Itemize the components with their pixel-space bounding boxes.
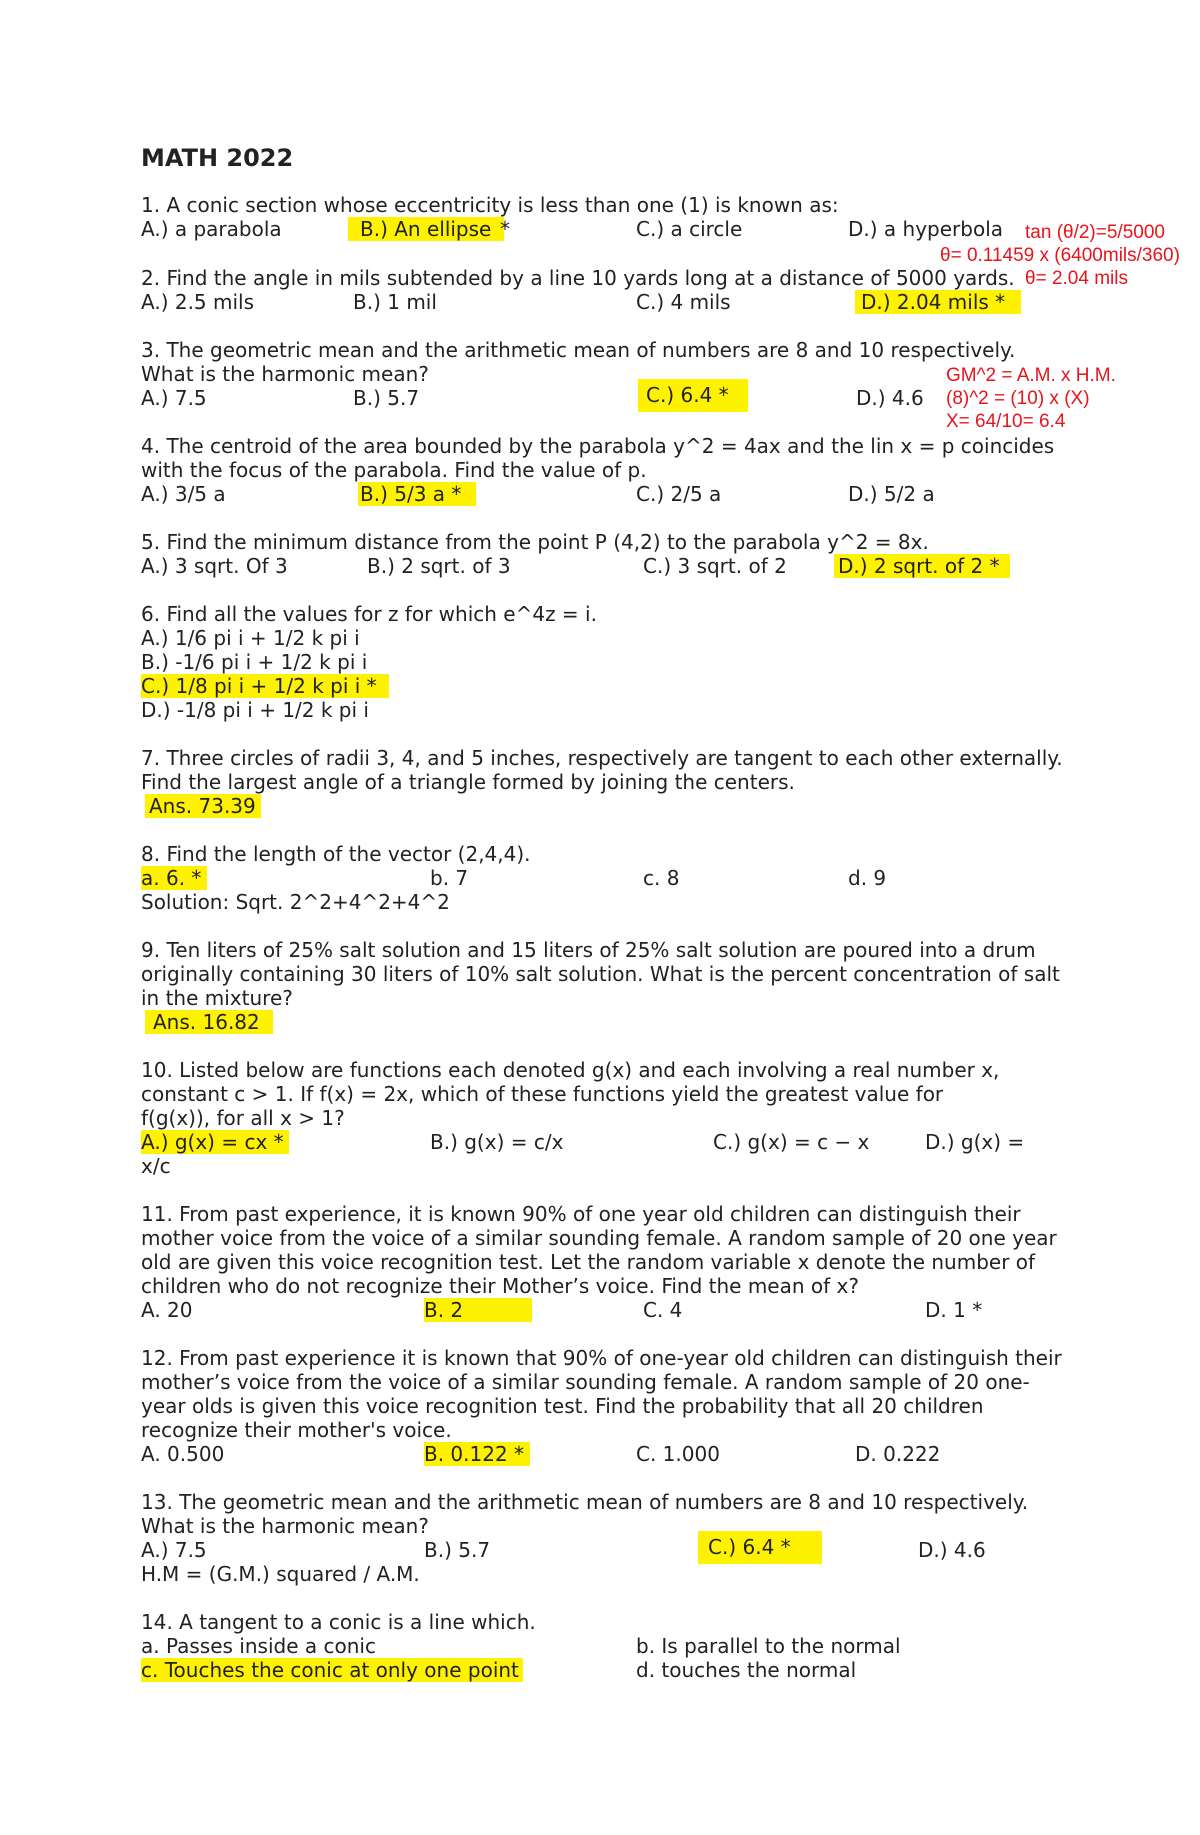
q14-option-a: a. Passes inside a conic <box>141 1634 376 1658</box>
q10-option-d: D.) g(x) = <box>925 1130 1025 1154</box>
q1-option-b-answer: B.) An ellipse <box>348 217 504 241</box>
question-8: 8. Find the length of the vector (2,4,4). <box>141 842 531 866</box>
q5-option-b: B.) 2 sqrt. of 3 <box>367 554 511 578</box>
q8-option-d: d. 9 <box>848 866 887 890</box>
q4-option-d: D.) 5/2 a <box>848 482 935 506</box>
question-5: 5. Find the minimum distance from the point P (4,2) to the parabola y^2 = 8x. <box>141 530 929 554</box>
note-q3-line-2: (8)^2 = (10) x (X) <box>946 388 1090 409</box>
q5-option-d-answer: D.) 2 sqrt. of 2 * <box>834 554 1010 578</box>
q13-option-c-answer: C.) 6.4 * <box>698 1531 822 1564</box>
q6-option-a: A.) 1/6 pi i + 1/2 k pi i <box>141 626 360 650</box>
q14-option-d: d. touches the normal <box>636 1658 857 1682</box>
q11-option-a: A. 20 <box>141 1298 193 1322</box>
question-9-line-1: 9. Ten liters of 25% salt solution and 15 liters of 25% salt solution are poured into a drum <box>141 938 1036 962</box>
document-title: MATH 2022 <box>141 144 294 172</box>
question-14: 14. A tangent to a conic is a line which. <box>141 1610 536 1634</box>
q12-option-c: C. 1.000 <box>636 1442 720 1466</box>
q1-answer-marker: * <box>500 217 510 241</box>
question-9-line-3: in the mixture? <box>141 986 293 1010</box>
note-q3-line-3: X= 64/10= 6.4 <box>946 411 1066 432</box>
question-13-line-2: What is the harmonic mean? <box>141 1514 429 1538</box>
question-7-line-1: 7. Three circles of radii 3, 4, and 5 inches, respectively are tangent to each other externally. <box>141 746 1063 770</box>
q6-option-d: D.) -1/8 pi i + 1/2 k pi i <box>141 698 369 722</box>
q2-option-d-answer: D.) 2.04 mils * <box>855 290 1021 314</box>
q8-option-c: c. 8 <box>643 866 680 890</box>
note-q2-line-2: θ= 0.11459 x (6400mils/360) <box>940 245 1180 266</box>
q1-option-a: A.) a parabola <box>141 217 282 241</box>
q11-option-b: B. 2 <box>424 1298 532 1322</box>
q14-option-b: b. Is parallel to the normal <box>636 1634 901 1658</box>
question-4-line-2: with the focus of the parabola. Find the value of p. <box>141 458 647 482</box>
q13-option-a: A.) 7.5 <box>141 1538 207 1562</box>
question-12-line-1: 12. From past experience it is known that 90% of one-year old children can distinguish their <box>141 1346 1062 1370</box>
question-11-line-1: 11. From past experience, it is known 90% of one year old children can distinguish their <box>141 1202 1021 1226</box>
question-12-line-4: recognize their mother's voice. <box>141 1418 452 1442</box>
q4-option-c: C.) 2/5 a <box>636 482 722 506</box>
q4-option-a: A.) 3/5 a <box>141 482 226 506</box>
q2-option-a: A.) 2.5 mils <box>141 290 255 314</box>
q14-option-c-answer: c. Touches the conic at only one point <box>141 1658 523 1682</box>
question-11-line-2: mother voice from the voice of a similar sounding female. A random sample of 20 one year <box>141 1226 1057 1250</box>
question-9-line-2: originally containing 30 liters of 10% salt solution. What is the percent concentration of salt <box>141 962 1060 986</box>
q1-option-c: C.) a circle <box>636 217 743 241</box>
q3-option-b: B.) 5.7 <box>353 386 420 410</box>
question-4-line-1: 4. The centroid of the area bounded by the parabola y^2 = 4ax and the lin x = p coincides <box>141 434 1055 458</box>
q3-option-d: D.) 4.6 <box>856 386 924 410</box>
question-3-line-1: 3. The geometric mean and the arithmetic mean of numbers are 8 and 10 respectively. <box>141 338 1016 362</box>
q11-option-c: C. 4 <box>643 1298 683 1322</box>
q2-option-c: C.) 4 mils <box>636 290 731 314</box>
q12-option-a: A. 0.500 <box>141 1442 225 1466</box>
q3-option-c-answer: C.) 6.4 * <box>638 379 748 412</box>
question-11-line-4: children who do not recognize their Mother’s voice. Find the mean of x? <box>141 1274 859 1298</box>
q9-answer: Ans. 16.82 <box>145 1010 273 1034</box>
q6-option-b: B.) -1/6 pi i + 1/2 k pi i <box>141 650 368 674</box>
q8-option-a-answer: a. 6. * <box>141 866 207 890</box>
q4-option-b-answer: B.) 5/3 a * <box>358 482 476 506</box>
q5-option-c: C.) 3 sqrt. of 2 <box>643 554 787 578</box>
q12-option-b-answer: B. 0.122 * <box>424 1442 530 1466</box>
question-7-line-2: Find the largest angle of a triangle formed by joining the centers. <box>141 770 795 794</box>
q8-option-b: b. 7 <box>430 866 469 890</box>
question-1: 1. A conic section whose eccentricity is less than one (1) is known as: <box>141 193 839 217</box>
q2-option-b: B.) 1 mil <box>353 290 437 314</box>
question-12-line-2: mother’s voice from the voice of a similar sounding female. A random sample of 20 one- <box>141 1370 1030 1394</box>
q7-answer: Ans. 73.39 <box>145 794 261 818</box>
question-10-line-2: constant c > 1. If f(x) = 2x, which of these functions yield the greatest value for <box>141 1082 944 1106</box>
question-10-line-1: 10. Listed below are functions each denoted g(x) and each involving a real number x, <box>141 1058 1000 1082</box>
question-3-line-2: What is the harmonic mean? <box>141 362 429 386</box>
q13-option-d: D.) 4.6 <box>918 1538 986 1562</box>
q5-option-a: A.) 3 sqrt. Of 3 <box>141 554 288 578</box>
q13-option-b: B.) 5.7 <box>424 1538 491 1562</box>
q10-option-d-continued: x/c <box>141 1154 171 1178</box>
q10-option-b: B.) g(x) = c/x <box>430 1130 564 1154</box>
q10-option-a-answer: A.) g(x) = cx * <box>141 1130 289 1154</box>
question-6: 6. Find all the values for z for which e^4z = i. <box>141 602 597 626</box>
note-q2-line-3: θ= 2.04 mils <box>1025 268 1128 289</box>
q3-option-a: A.) 7.5 <box>141 386 207 410</box>
q6-option-c-answer: C.) 1/8 pi i + 1/2 k pi i * <box>141 674 389 698</box>
q1-option-d: D.) a hyperbola <box>848 217 1004 241</box>
note-q2-line-1: tan (θ/2)=5/5000 <box>1025 222 1165 243</box>
q8-solution: Solution: Sqrt. 2^2+4^2+4^2 <box>141 890 450 914</box>
question-13-line-1: 13. The geometric mean and the arithmetic mean of numbers are 8 and 10 respectively. <box>141 1490 1029 1514</box>
q11-option-d: D. 1 * <box>925 1298 983 1322</box>
question-10-line-3: f(g(x)), for all x > 1? <box>141 1106 345 1130</box>
question-2: 2. Find the angle in mils subtended by a line 10 yards long at a distance of 5000 yards. <box>141 266 1015 290</box>
q13-formula: H.M = (G.M.) squared / A.M. <box>141 1562 420 1586</box>
note-q3-line-1: GM^2 = A.M. x H.M. <box>946 365 1116 386</box>
q12-option-d: D. 0.222 <box>855 1442 941 1466</box>
q10-option-c: C.) g(x) = c − x <box>713 1130 870 1154</box>
question-12-line-3: year olds is given this voice recognition test. Find the probability that all 20 children <box>141 1394 984 1418</box>
question-11-line-3: old are given this voice recognition test. Let the random variable x denote the number of <box>141 1250 1036 1274</box>
